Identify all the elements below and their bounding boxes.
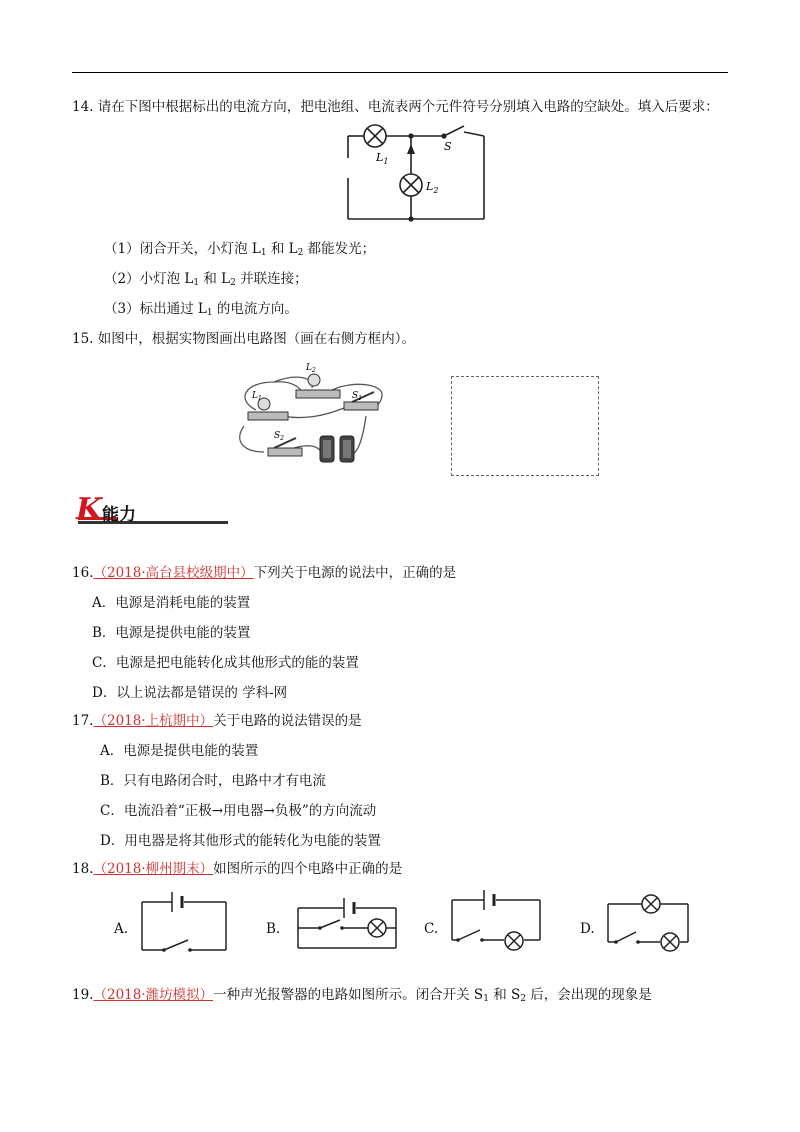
q16-option-b: B．电源是提供电能的装置 [92, 625, 251, 641]
q18-circuit-c [444, 884, 550, 960]
q15-text: 如图中，根据实物图画出电路图（画在右侧方框内）。 [97, 331, 416, 347]
svg-text:S2: $S_2$ [274, 431, 284, 442]
q18-choice-c-label: C. [424, 921, 439, 937]
q17-option-a: A．电源是提供电能的装置 [100, 743, 259, 759]
q16-option-d: D．以上说法都是错误的 学科-网 [92, 685, 288, 701]
q16-option-a: A．电源是消耗电能的装置 [92, 595, 251, 611]
q14-req3: （3）标出通过 $L_1$ 的电流方向。 [104, 301, 298, 318]
q17-source: （2018·上杭期中） [93, 713, 214, 729]
svg-text:L1: $L_1$ [252, 391, 262, 402]
q18-source: （2018·柳州期末） [93, 861, 214, 877]
q17-option-d: D．用电器是将其他形式的能转化为电能的装置 [100, 833, 381, 849]
q18-choice-d-label: D. [580, 921, 595, 937]
q18-prompt: 18.（2018·柳州期末）如图所示的四个电路中正确的是 [72, 861, 403, 877]
l2-label: L [426, 180, 434, 193]
svg-text:S1: $S_1$ [352, 391, 362, 402]
q15-prompt [72, 330, 415, 348]
q19-prompt: 19.（2018·潍坊模拟）一种声光报警器的电路如图所示。闭合开关 $S_1$ 和 $S_2$ 后，会出现的现象是 [72, 987, 652, 1004]
q17-prompt: 17.（2018·上杭期中）关于电路的说法错误的是 [72, 713, 362, 729]
q16-prompt: 16.（2018·高台县校级期中）下列关于电源的说法中，正确的是 [72, 565, 457, 581]
l1-label: L [376, 151, 384, 164]
svg-text:L2: $L_2$ [306, 363, 316, 374]
q18-choice-b-label: B. [266, 921, 281, 937]
q19-source: （2018·潍坊模拟） [93, 987, 214, 1003]
q18-circuit-b [290, 888, 402, 958]
q14-number: 14. [72, 99, 94, 115]
answer-box[interactable] [451, 376, 599, 476]
header-rule [72, 72, 728, 73]
s-label: S [444, 140, 452, 153]
q14-prompt [72, 98, 719, 116]
section-letter: K [76, 492, 103, 527]
svg-text:L2: $L_2$ [426, 180, 439, 195]
q15-physical-circuit [234, 360, 394, 470]
section-title: 能力 [102, 505, 136, 525]
q14-req2: （2）小灯泡 $L_1$ 和 $L_2$ 并联连接； [104, 271, 308, 288]
current-arrow-icon [407, 144, 415, 154]
q14-circuit-diagram [340, 118, 490, 222]
svg-text:L1: $L_1$ [376, 151, 389, 166]
q18-choice-a-label: A. [114, 921, 129, 937]
q16-option-c: C．电源是把电能转化成其他形式的能的装置 [92, 655, 359, 671]
q17-option-c: C．电流沿着“正极→用电器→负极”的方向流动 [100, 803, 377, 819]
q15-number: 15. [72, 331, 94, 347]
q18-circuit-d [600, 890, 696, 960]
q14-text: 请在下图中根据标出的电流方向，把电池组、电流表两个元件符号分别填入电路的空缺处。填入后要求： [97, 99, 719, 115]
q16-source: （2018·高台县校级期中） [93, 565, 254, 581]
q18-circuit-a [134, 888, 234, 958]
q17-option-b: B．只有电路闭合时，电路中才有电流 [100, 773, 326, 789]
q14-req1: （1）闭合开关，小灯泡 $L_1$ 和 $L_2$ 都能发光； [104, 241, 376, 258]
section-heading [76, 494, 156, 526]
